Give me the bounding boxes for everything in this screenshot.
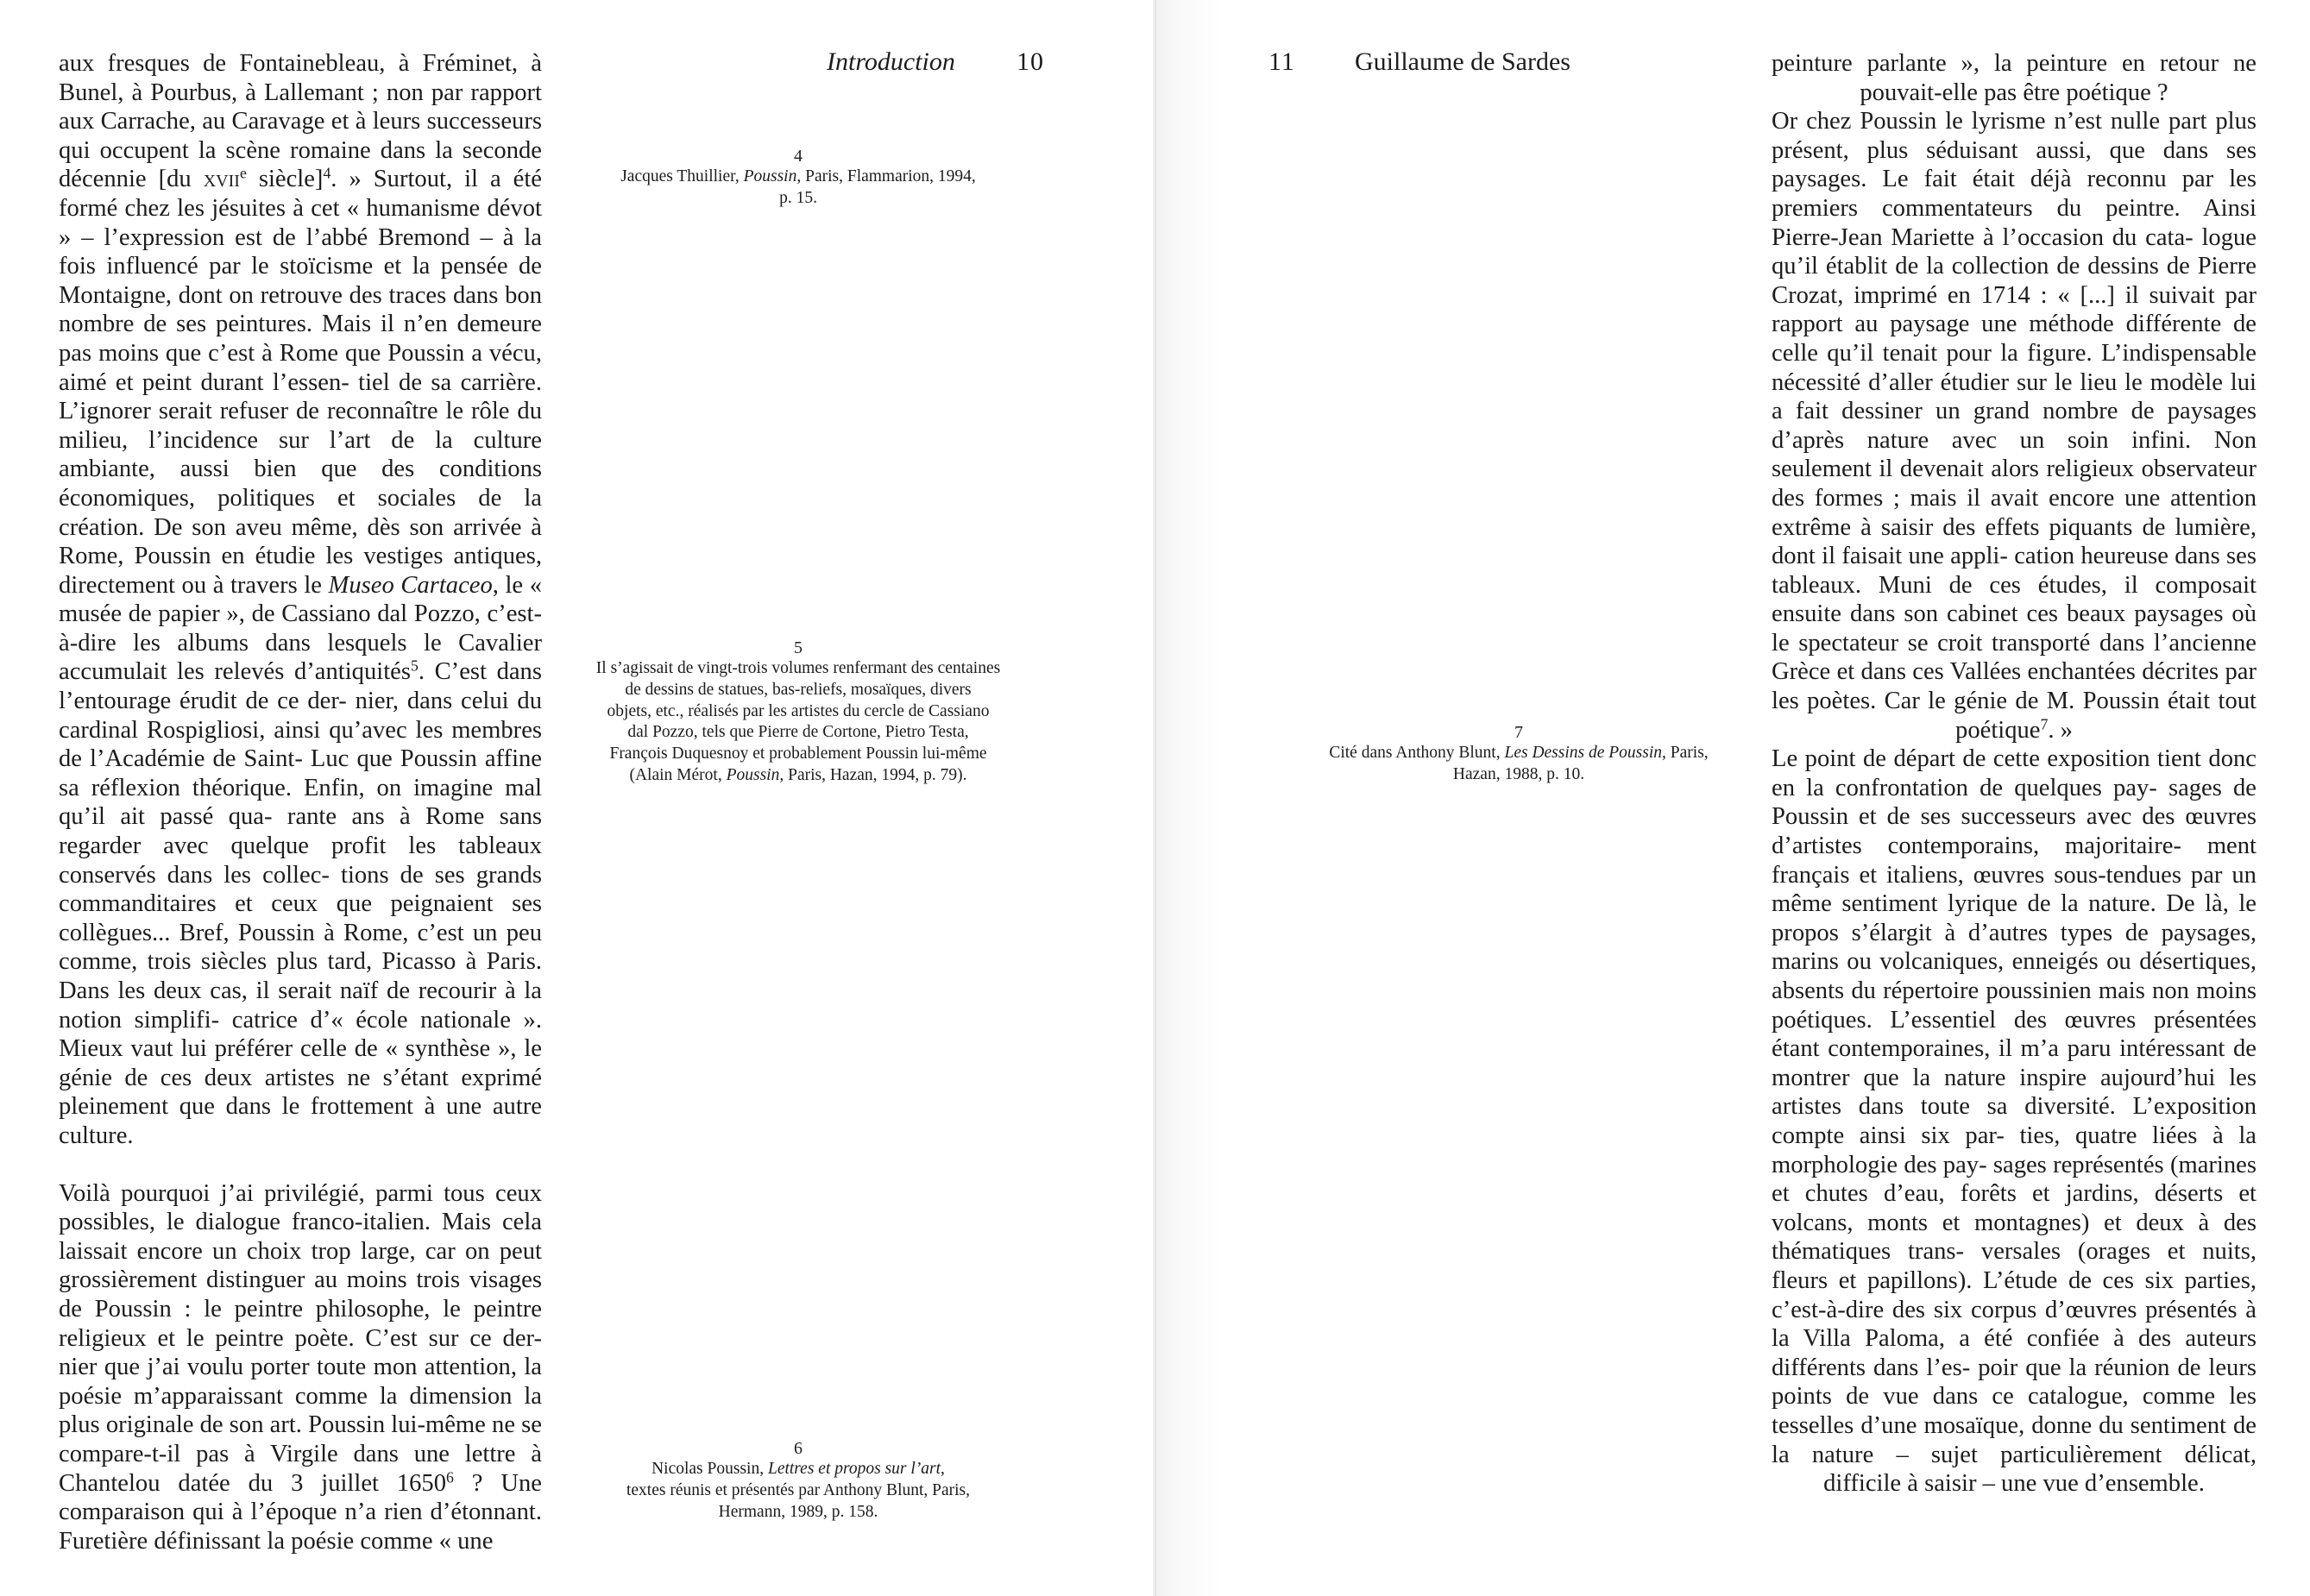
text-line: œuvres d’artistes contemporains, majoritaire- [1772,803,2256,860]
text-line: œuvres présentées étant contemporaines, il [1772,1006,2256,1063]
text-line: qu’avec les membres de l’Académie de Saint- [59,716,543,773]
text-line: L’étude de ces six parties, c’est-à-dire des six [1772,1266,2256,1323]
text-run: , Paris, [1662,744,1709,762]
footnote-6 [552,1439,1044,1523]
text-line: Le point de départ de cette exposition tient [1772,745,2201,773]
text-line: laissait encore un choix trop large, car on peut [59,1237,542,1265]
footnote-line: p. 15. [779,188,817,207]
text-line: comparaison qui à l’époque n’a rien d’étonnant. [59,1499,542,1526]
text-run: , [941,1460,945,1478]
text-line: profit les tableaux conservés dans les collec- [59,833,542,889]
text-line: formé chez les jésuites à cet « humanisme dévot » [59,194,542,251]
page-number-left: 10 [1017,47,1044,76]
text-line: conditions économiques, politiques et sociales [59,456,542,512]
text-line: Or chez Poussin le lyrisme n’est nulle part [1772,108,2207,135]
text-line: possibles, le dialogue franco-italien. Mais cela [59,1209,542,1236]
text-line: suivait par rapport au paysage une méthode [1772,281,2257,338]
text-line: saisir – une vue d’ensemble. [1924,1470,2205,1498]
footnote-line [552,167,1044,188]
text-line: catrice d’« école nationale ». Mieux vaut lui [59,1006,542,1063]
text-run: ? Une [453,1469,542,1497]
footnote-line: Il s’agissait de vingt-trois volumes renfermant des centaines [595,659,1001,677]
text-run: , le « musée de papier », de Cassiano [59,571,542,628]
text-run: Nicolas Poussin, [651,1460,768,1478]
footnote-line: textes réunis et présentés par Anthony Blunt, Paris, [626,1480,971,1499]
text-line: cation heureuse dans ses tableaux. Muni de [1772,543,2256,599]
text-line: se croit transporté dans l’ancienne Grèce [1772,629,2256,686]
text-line: l’art de la culture ambiante, aussi bien que des [59,426,543,483]
text-line: m’a paru intéressant de montrer que la nature [1772,1035,2256,1091]
footnote-line: dal Pozzo, tels que Pierre de Cortone, Pietro Testa, [627,723,969,742]
footnote-5 [552,638,1044,787]
text-line: mais non moins poétiques. L’essentiel des [1772,977,2256,1034]
text-line: qui occupent la scène romaine dans la seconde [59,136,542,164]
text-line: tions de ses grands commanditaires et ceux [59,861,542,918]
text-line: donc en la confrontation de quelques pay- [1772,745,2256,801]
text-line: différente de celle qu’il tenait pour la figure. [1772,311,2256,367]
text-line: arrivée à Rome, Poussin en étudie les vestiges [59,513,542,570]
text-line: versales (orages et nuits, fleurs et papillons). [1772,1238,2256,1294]
text-line: cabinet ces beaux paysages où le spectateur [1772,600,2256,657]
footnote-line: François Duquesnoy et probablement Poussin lui-même [609,745,987,763]
ordinal-superscript: e [239,164,247,182]
text-line: tiel de sa carrière. L’ignorer serait refuser de [59,368,542,425]
italic-title: Museo [328,571,394,599]
text-line: de la création. De son aveu même, dès son [59,484,543,541]
text-line: corpus d’œuvres présentés à la Villa Paloma, a [1772,1296,2256,1353]
text-line: sages représentés (marines et chutes d’eau, [1772,1151,2256,1208]
text-line: les poètes. Car le génie de M. Poussin était [1772,688,2211,715]
text-line: encore une attention extrême à saisir des effets [1772,484,2257,541]
text-line: Montaigne, dont on retrouve des traces dans [59,281,499,309]
running-header-author: Guillaume de Sardes [1355,47,1570,76]
text-line: sages de Poussin et de ses successeurs avec des [1772,774,2256,831]
text-line: Furetière définissant la poésie comme « une [59,1527,494,1555]
text-line: que dans le frottement à une autre culture. [59,1093,542,1149]
text-line: Voilà pourquoi j’ai privilégié, parmi tous ceux [59,1179,542,1207]
right-text-column [1772,49,2256,1499]
text-line: bon nombre de ses peintures. Mais il n’en [59,281,542,338]
text-line: logue qu’il établit de la collection de dessins [1772,223,2256,280]
text-line: forêts et jardins, déserts et volcans, monts et [1772,1180,2256,1236]
italic-title: Cartaceo [400,571,493,599]
text-line: que peignaient ses collègues... Bref, Poussin [59,890,543,946]
page-number-right: 11 [1268,47,1295,76]
book-gutter-shadow [1153,0,1222,1596]
text-line: religieux et le peintre poète. C’est sur ce der- [59,1324,542,1352]
text-run: Cité dans Anthony Blunt, [1329,744,1505,762]
text-run: antiques, directement ou à travers le [59,543,542,599]
text-line: premiers commentateurs du peintre. Ainsi [1772,194,2256,222]
text-line: à Rome, c’est un peu comme, trois siècles [59,919,542,976]
italic-title: Poussin [743,167,797,185]
footnote-number: 6 [794,1439,803,1458]
paragraph-2 [59,1179,542,1556]
century-numeral: xvii [203,166,240,193]
text-line: aux Carrache, au Caravage et à leurs successeurs [59,108,542,135]
text-line: plus tard, Picasso à Paris. Dans les deux cas, il [59,948,542,1004]
text-line: fois influencé par le stoïcisme et la pensée de [59,253,542,280]
text-line: la plus originale de son art. Poussin lui-même [59,1382,542,1439]
text-line: soin infini. Non seulement il devenait alors [1772,426,2256,483]
text-line: Luc que Poussin affine sa réflexion théorique. [59,745,543,801]
text-line: Pierre-Jean Mariette à l’occasion du cata- [1772,223,2194,251]
text-line: nier que j’ai voulu porter toute mon attention, [59,1354,517,1381]
text-line: paysages, marins ou volcaniques, enneigés ou [1772,919,2256,976]
footnote-line: objets, etc., réalisés par les artistes du cercle de Cassiano [607,701,990,720]
text-line: grossièrement distinguer au moins trois visages [59,1266,542,1294]
text-line: De là, le propos s’élargit à d’autres types de [1772,890,2256,946]
text-line: deux artistes ne s’étant exprimé pleinement [59,1064,543,1121]
text-line: C’est dans l’entourage érudit de ce der- [59,658,542,715]
text-run: , Paris, Flammarion, 1994, [796,167,976,185]
italic-title: Les Dessins de Poussin [1504,744,1663,762]
text-line: ses paysages. Le fait était déjà reconnu par les [1772,136,2256,193]
text-run: tout poétique [1955,688,2256,744]
left-text-column [59,49,542,1555]
paragraph-4 [1772,745,2256,1498]
text-line: préférer celle de « synthèse », le génie de ces [59,1035,542,1091]
text-run: , Paris, Hazan, 1994, p. 79). [779,765,967,784]
text-line: plus présent, plus séduisant aussi, que dans [1772,108,2257,164]
running-header-title: Introduction [827,47,955,76]
text-line: ne se compare-t-il pas à Virgile dans une lettre [59,1411,543,1467]
italic-title: Lettres et propos sur l’art [767,1460,941,1478]
text-run: décennie [du [59,166,204,193]
text-line: poir que la réunion de leurs points de vue [1772,1354,2256,1411]
text-line: dal Pozzo, c’est-à-dire les albums dans lesquels [59,600,542,657]
footnote-number: 4 [794,147,803,166]
text-line: ces études, il composait ensuite dans son [1772,571,2257,628]
text-line: Bunel, à Pourbus, à Lallemant ; non par rapport [59,79,542,106]
book-gutter-edge [1155,0,1156,1596]
footnote-line: de dessins de statues, bas-reliefs, mosaïques, divers [625,680,972,699]
text-line: désertiques, absents du répertoire poussinien [1772,948,2256,1004]
quote-continuation [1772,49,2256,107]
text-line: Enfin, on imagine mal qu’il ait passé qua- [59,774,542,831]
text-line: diversité. L’exposition compte ainsi six par- [1772,1093,2256,1149]
text-line: nombre de paysages d’après nature avec un [1772,398,2256,454]
text-line: de Pierre Crozat, imprimé en 1714 : « [...] il [1772,253,2256,309]
footnote-number: 5 [794,638,803,657]
text-line: reconnaître le rôle du milieu, l’incidence sur [59,398,542,454]
text-line: nier, dans celui du cardinal Rospigliosi, ainsi [59,688,542,744]
text-line: par un même sentiment lyrique de la nature. [1772,861,2256,918]
text-line: de Poussin : le peintre philosophe, le peintre [59,1295,542,1323]
text-line: rante ans à Rome sans regarder avec quelque [59,803,542,860]
text-run: siècle] [246,166,324,193]
text-line: ment français et italiens, œuvres sous-tendues [1772,833,2256,889]
text-line: serait naïf de recourir à la notion simplifi- [59,977,542,1034]
footnote-line [1273,743,1765,764]
text-line: L’indispensable nécessité d’aller étudier sur [1772,339,2256,396]
text-line: aux fresques de Fontainebleau, à Fréminet, à [59,50,542,77]
footnote-line: Hermann, 1989, p. 158. [718,1502,878,1521]
text-line: peinture parlante », la peinture en retour ne [1772,50,2256,77]
footnote-line [552,765,1044,787]
text-run: Jacques Thuillier, [620,167,744,185]
footnote-ref-4: 4 [323,164,331,182]
footnote-number: 7 [1514,723,1523,742]
text-line: ties, quatre liées à la morphologie des pay- [1772,1122,2256,1178]
text-run: à Chantelou datée du 3 juillet 1650 [59,1440,542,1497]
footnote-4 [552,147,1044,210]
text-line: été confiée à des auteurs différents dans l’es- [1772,1325,2256,1381]
text-line: – sujet particulièrement délicat, difficile à [1823,1441,2256,1498]
text-run: . » [2048,716,2073,744]
text-line: pouvait-elle pas être poétique ? [1860,79,2168,106]
text-line: inspire aujourd’hui les artistes dans toute sa [1772,1064,2256,1121]
footnote-ref-5: 5 [410,657,419,675]
paragraph-3 [1772,107,2256,745]
text-run: (Alain Mérot, [629,765,727,784]
footnote-ref-7: 7 [2040,714,2049,732]
text-line: dans ce catalogue, comme les tesselles d’une [1772,1383,2256,1439]
text-run: le Cavalier accumulait les relevés d’antiquités [59,629,543,686]
text-line: mosaïque, donne du sentiment de la nature [1772,1411,2257,1468]
text-line: la poésie m’apparaissant comme la dimension [59,1354,542,1410]
text-line [59,166,542,192]
paragraph-1 [59,49,542,1151]
footnote-line [552,1459,1044,1480]
footnote-7 [1273,723,1765,786]
footnote-line: Hazan, 1988, p. 10. [1452,764,1585,783]
text-line: demeure pas moins que c’est à Rome que [59,311,542,367]
text-line: – l’expression est de l’abbé Bremond – à la [81,223,542,251]
text-line: le lieu le modèle lui a fait dessiner un grand [1772,368,2256,425]
text-line: religieux observateur des formes ; mais il avait [1772,456,2256,512]
text-line: montagnes) et deux à des thématiques trans- [1772,1209,2256,1266]
text-run: . [418,658,425,686]
text-line: piquants de lumière, dont il faisait une appli- [1772,513,2256,570]
text-run: . » Surtout, il a été [330,166,543,193]
footnote-ref-6: 6 [446,1467,454,1486]
italic-title: Poussin [726,765,780,784]
text-line: et dans ces Vallées enchantées décrites par [1836,658,2256,686]
text-line: Poussin a vécu, aimé et peint durant l’essen- [59,339,543,396]
